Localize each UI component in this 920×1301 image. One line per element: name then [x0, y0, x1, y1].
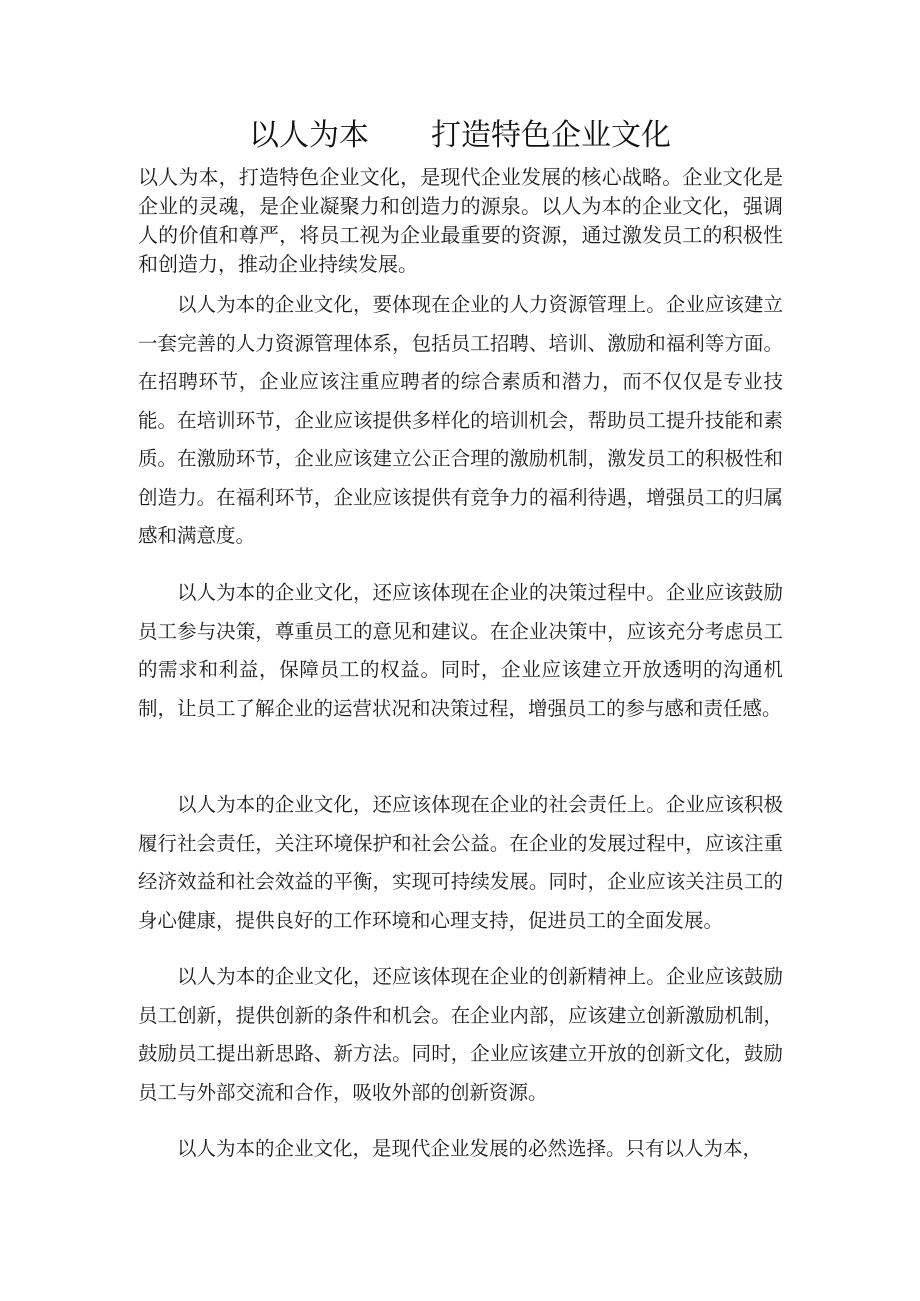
title-part-2: 打造特色企业文化 [431, 118, 671, 153]
paragraph-social-responsibility: 以人为本的企业文化，还应该体现在企业的社会责任上。企业应该积极履行社会责任，关注环境保护和社会公益。在企业的发展过程中，应该注重经济效益和社会效益的平衡，实现可持续发展。同时，企业应该关注员工的身心健康，提供良好的工作环境和心理支持，促进员工的全面发展。 [138, 793, 783, 932]
paragraph-hr-management: 以人为本的企业文化，要体现在企业的人力资源管理上。企业应该建立一套完善的人力资源管理体系，包括员工招聘、培训、激励和福利等方面。在招聘环节，企业应该注重应聘者的综合素质和潜力，而不仅仅是专业技能。在培训环节，企业应该提供多样化的培训机会，帮助员工提升技能和素质。在激励环节，企业应该建立公正合理的激励机制，激发员工的积极性和创造力。在福利环节，企业应该提供有竞争力的福利待遇，增强员工的归属感和满意度。 [138, 293, 783, 547]
paragraph-decision-making: 以人为本的企业文化，还应该体现在企业的决策过程中。企业应该鼓励员工参与决策，尊重员工的意见和建议。在企业决策中，应该充分考虑员工的需求和利益，保障员工的权益。同时，企业应该建立开放透明的沟通机制，让员工了解企业的运营状况和决策过程，增强员工的参与感和责任感。 [138, 581, 783, 720]
document-title [0, 114, 920, 158]
intro-paragraph: 以人为本，打造特色企业文化，是现代企业发展的核心战略。企业文化是企业的灵魂，是企业凝聚力和创造力的源泉。以人为本的企业文化，强调人的价值和尊严，将员工视为企业最重要的资源，通过激发员工的积极性和创造力，推动企业持续发展。 [138, 165, 783, 276]
paragraph-innovation: 以人为本的企业文化，还应该体现在企业的创新精神上。企业应该鼓励员工创新，提供创新的条件和机会。在企业内部，应该建立创新激励机制，鼓励员工提出新思路、新方法。同时，企业应该建立开放的创新文化，鼓励员工与外部交流和合作，吸收外部的创新资源。 [138, 965, 783, 1104]
title-part-1: 以人为本 [249, 118, 369, 153]
paragraph-conclusion: 以人为本的企业文化，是现代企业发展的必然选择。只有以人为本， [177, 1137, 763, 1160]
